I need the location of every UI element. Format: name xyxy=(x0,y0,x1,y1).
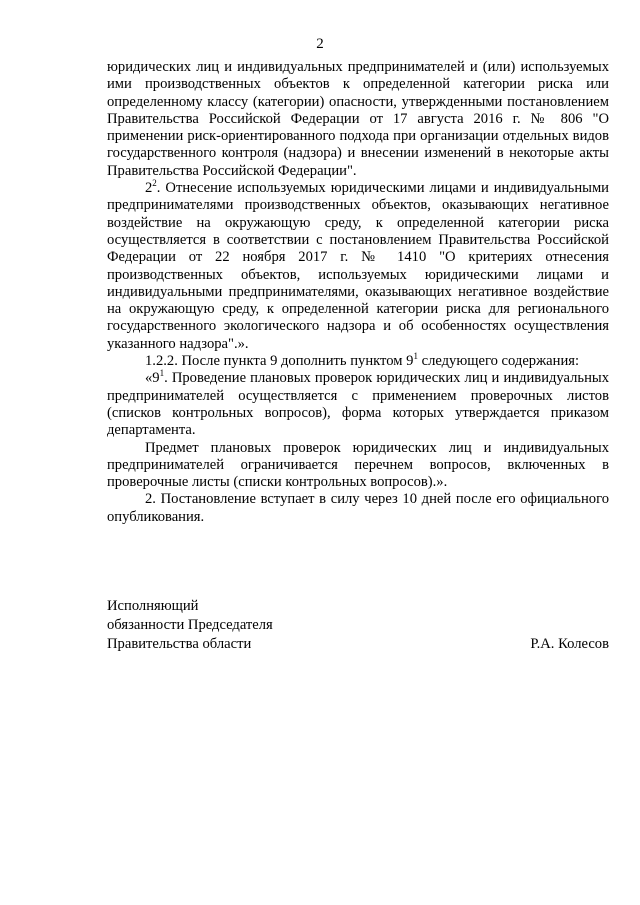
paragraph-1-2-2 xyxy=(107,353,609,370)
page-number: 2 xyxy=(316,36,324,52)
amendment-text-end: следующего содержания: xyxy=(417,353,580,370)
signatory-name: Р.А. Колесов xyxy=(530,636,609,652)
signatory-title-line-3: Правительства области xyxy=(107,636,252,652)
paragraph-effective: 2. Постановление вступает в силу через 10 дней после его официального опубликования. xyxy=(107,491,609,525)
signature-block xyxy=(107,597,609,654)
clause-number: 2 xyxy=(145,180,153,197)
signatory-title-line-1: Исполняющий xyxy=(107,598,199,614)
paragraph-2-2 xyxy=(107,180,609,353)
paragraph-subject: Предмет плановых проверок юридических лиц и индивидуальных предпринимателей ограничивается перечнем вопросов, включенных в проверочные листы (списки контрольных вопросов).». xyxy=(107,439,609,491)
clause-text: . Отнесение используемых юридическими лицами и индивидуальными предпринимателями производственных объектов, оказывающих негативное воздействие на окружающую среду, к определенной категории риска осуществляется в соответствии с постановлением Правительства Российской Федерации от 22 ноября 2017 г. № 1410 "О критериях отнесения производственных объектов, используемых юридическими лицами и индивидуальными предпринимателями, оказывающих негативное воздействие на окружающую среду, к определенной категории риска для регионального государственного экологического надзора и об особенностях осуществления указанного надзора".». xyxy=(107,180,609,352)
signatory-title-line-2: обязанности Председателя xyxy=(107,617,273,633)
paragraph-9-1 xyxy=(107,370,609,439)
amendment-superscript: 1 xyxy=(413,351,418,362)
clause-number: «9 xyxy=(145,370,160,387)
clause-superscript: 2 xyxy=(152,178,157,189)
document-body xyxy=(107,59,609,526)
amendment-text-start: 1.2.2. После пункта 9 дополнить пунктом 9 xyxy=(145,353,414,370)
paragraph-continuation: юридических лиц и индивидуальных предпринимателей и (или) используемых ими производственных объектов к определенной категории риска или определенному классу (категории) опасности, утвержденными постановлением Правительства Российской Федерации от 17 августа 2016 г. № 806 "О применении риск-ориентированного подхода при организации отдельных видов государственного контроля (надзора) и внесении изменений в некоторые акты Правительства Российской Федерации". xyxy=(107,59,609,179)
clause-superscript: 1 xyxy=(159,368,165,379)
signatory-line xyxy=(107,635,609,654)
clause-text: . Проведение плановых проверок юридических лиц и индивидуальных предпринимателей осуществляется с применением проверочных листов (списков контрольных вопросов), форма которых утверждается приказом департамента. xyxy=(107,370,609,439)
